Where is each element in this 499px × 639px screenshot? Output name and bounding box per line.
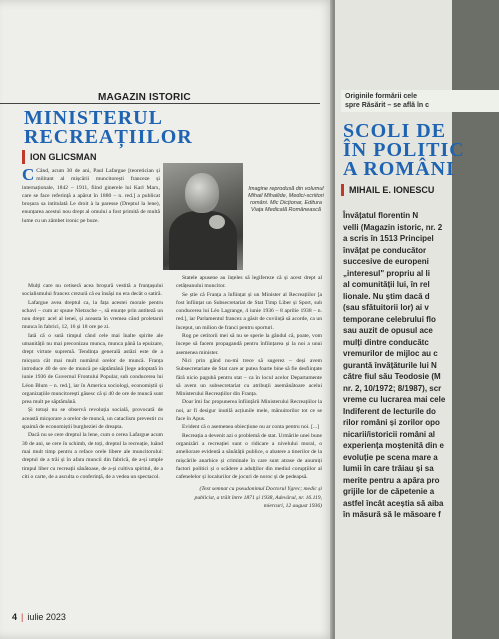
- text-line: lumii în care trăiau și sa: [343, 464, 434, 473]
- text-line: succesive de europeni: [343, 257, 429, 266]
- page-number: 4: [12, 612, 18, 622]
- text-line: vreme cu lucrarea mai cele: [343, 395, 446, 404]
- text-line: temporane celebrului flo: [343, 314, 436, 324]
- right-article-text: [343, 210, 473, 521]
- text-line: astfel încât aceștia să aiba: [343, 498, 444, 508]
- article-column-1-top: [22, 167, 160, 225]
- paragraph: Recreația a devenit azi o problemă de stat. Urmările unei bune organizări a recreației sunt o ridicare a nivelului moral, o ameliorare evidentă a sănătății publice, o abatere a tinerilor de la mișcările anarhice și criminale în care sunt atrase de anumiți factori politici și o scădere a adulților din mediul corupțiilor al cafenelelor și localurilor de jocuri de noroc și de pedeapsă.: [176, 432, 322, 481]
- photo-caption: Imagine reprodusă din volumul Mihail Mihailide, Medici-scriitori români. Mic Dicționar, Editura Viața Medicală Românească: [248, 186, 324, 213]
- author-byline: ION GLICSMAN: [22, 150, 97, 164]
- text-line: mulți dintre conducătc: [343, 337, 429, 347]
- page-footer: [12, 612, 66, 622]
- paragraph: Nici prin gând nu-mi trece să sugerez – deși avem Subsecretariate de Stat care ar putea foarte bine să fie desființate fără nicio pagubă pentru stat – ca în locul acelor Departamente să avem un subsecretariat cu atribuții asemănătoare acelui Ministerului Recreațiilor din Franța.: [176, 357, 322, 398]
- paragraph: Iată că o sută timpul când cele mai înalte spirite ale umanității nu mai preconizau munca, munca până la epuizare, drept virtute supremă. Tendința generală astăzi este de a micșora cât mai mult numărul orelor de muncă. Franța introduce 40 de ore de muncă pe săptămână [lege adoptată în iunie 1936 de Guvernul Frontului Popular, sub conducerea lui Léon Blum – n. red.], iar în America sociologi, economiștii și organizațiile muncitorești găsesc că și 40 de ore de muncă sunt prea mult pe săptămână.: [22, 332, 163, 406]
- paragraph: Rog pe cetitorii mei să nu se sperie la gândul că, poate, vom începe să facem propagandă pentru înființarea și la noi a unui asemenea minister.: [176, 333, 322, 356]
- right-author-byline: MIHAIL E. IONESCU: [341, 184, 434, 196]
- article-column-2: [176, 274, 322, 510]
- article-column-1: [22, 282, 163, 481]
- source-note: (Text semnat cu pseudonimul Doctorul Ygrec; medic și publicist, a trăit între 1871 și 1938, Adevărul, nr. 16.119, miercuri, 12 august 1936): [194, 486, 322, 510]
- author-portrait-photo: [163, 163, 243, 270]
- intro-line: spre Răsărit – se află în c: [345, 102, 430, 109]
- intro-line: Originile formării cele: [345, 93, 417, 100]
- text-line: al comunității lui, în rel: [343, 280, 430, 289]
- text-line: în măsură să le măsoare f: [343, 510, 441, 519]
- right-article-title: [343, 122, 465, 179]
- text-line: evoluție pe scena mare a: [343, 452, 438, 462]
- text-line: gurantă învățăturile lui N: [343, 360, 437, 370]
- paragraph: Lafargue avea dreptul ca, la fața acestei morale pentru schavi – cum ar spune Nietzsche –, să enunțe prin antiteză un nou drept: acel al lenei, și aceasta în vremea când proletarul munca în fabrici, 12, 16 și 18 ore pe zi.: [22, 299, 163, 331]
- text-line: vremurilor de mijloc au c: [343, 349, 438, 358]
- title-line: SCOLI DE: [343, 120, 447, 142]
- text-line: velli (Magazin istoric, nr. 2: [343, 222, 443, 232]
- text-line: merite pentru a apăra pro: [343, 475, 440, 485]
- text-line: experiența moștenită din e: [343, 441, 444, 450]
- title-line: RECREAȚIILOR: [24, 126, 193, 148]
- paragraph: Doar îmi fac propunerea înființării Ministerului Recreațiilor la noi, ar fi desigur inutilă acțiunile mele, mânuitorilor tot ce se face în Apus.: [176, 399, 322, 423]
- title-line: A ROMÂNI: [343, 158, 455, 180]
- drop-cap: C: [22, 165, 35, 184]
- section-label: MAGAZIN ISTORIC: [98, 92, 191, 103]
- right-page: [335, 0, 465, 639]
- paragraph: Dacă nu se cere dreptul la lene, cum o cerea Lafargue acum 30 de ani, se cere în schimb, de toți, dreptul la recreație, luând mai mult timp pentru a reface orele libere ale muncitorului: dreptul de a trăi și în afara muncii din fabrică, de a-și umple timpul liber cu recreații sănătoase, de a-și cultiva spiritul, de a citi o carte, de a asculta o conferință, de a vedea un spectacol.: [22, 432, 163, 480]
- footer-separator: |: [21, 612, 24, 622]
- article-title: [24, 109, 224, 147]
- text-line: nr. 2, 10/1972; 8/1987), scr: [343, 383, 442, 393]
- text-line: nicarii/istoricii români al: [343, 429, 436, 439]
- text-line: Indiferent de lecturile do: [343, 406, 436, 416]
- text-line: „interesul" propriu al li: [343, 268, 430, 278]
- text-line: sau auzit de opusul ace: [343, 326, 433, 335]
- paragraph: Mulți care nu cetiseră acea broșură vestită a frunțașului socialismului francez crezură că ea însăși nu era decât o satiră.: [22, 283, 163, 298]
- text-line: către fiul său Teodosie (M: [343, 372, 441, 381]
- paragraph: Se știe că Franța a înființat și un Minister al Recreațiilor [a fost înființat un Subsecretariat de Stat Timp Liber și Sport, sub conducerea lui Léo Lagrange, 4 iunie 1936 – 8 aprilie 1938 – n. red.], iar Parlamentul francez a găsit de cuviință să acorde, ca un început, un milion de franci pentru sporturi.: [176, 291, 322, 331]
- title-line: MINISTERUL: [24, 107, 163, 129]
- text-line: grijile lor de căpetenie a: [343, 487, 435, 496]
- text-line: învățat pe conducător: [343, 245, 427, 255]
- paragraph: Și totuși nu se observă revoluția socială, provocată de această micșorare a orelor de muncă, un cataclism prevestit cu spaimă de economiștii burgheziei de dreapta.: [22, 407, 163, 431]
- paragraph: Statele apusene au înțeles să legifereze că și acest drept al cetățeanului muncitor.: [176, 275, 322, 290]
- text-line: rilor români și zorilor opo: [343, 418, 440, 427]
- intro-box: [341, 90, 499, 112]
- issue-date: iulie 2023: [27, 612, 66, 622]
- text-line: a scris în 1513 Principel: [343, 234, 434, 243]
- paragraph: Când, acum 30 de ani, Paul Lafargue [teoretician și militant al mișcării muncitorești franceze și internaționale, 1842 – 1911, fiind ginerele lui Karl Marx, care se face referință a apărut în 1880 – n. red.] a publicat broșura sa intitulată Le droit à la paresse (Dreptul la lene), enunțarea acestui nou drept al omului a fost primită de multă lume cu un zâmbet ironic pe buze.: [22, 168, 160, 224]
- text-line: (sau sfătuitorii lor) ai v: [343, 303, 429, 312]
- section-divider: [0, 103, 320, 104]
- text-line: lionale. Nu știm dacă d: [343, 291, 430, 301]
- text-line: Învățatul florentin N: [343, 211, 419, 220]
- paragraph: Evident că o asemenea obiecțiune nu ar conta pentru noi. [...]: [182, 424, 319, 431]
- title-line: ÎN POLITIC: [343, 139, 465, 161]
